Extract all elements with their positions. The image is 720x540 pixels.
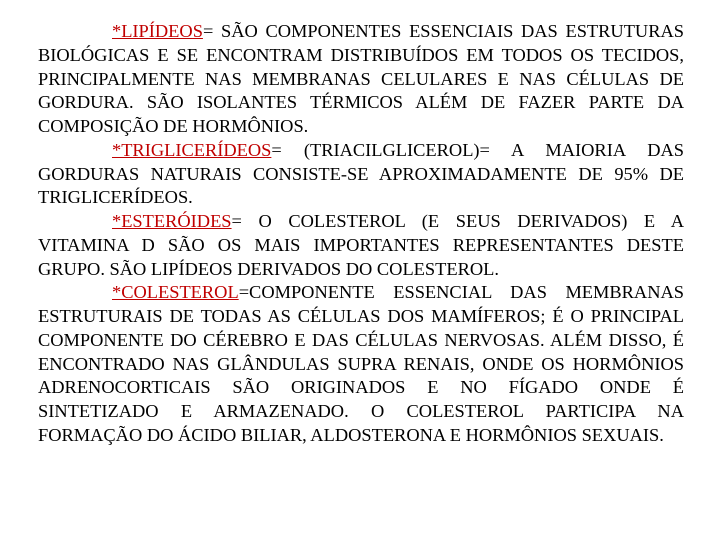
- paragraph-esteroides: [38, 210, 684, 281]
- term-triglicerideos: *TRIGLICERÍDEOS: [112, 139, 272, 160]
- term-colesterol: *COLESTEROL: [112, 282, 239, 303]
- paragraph-lipideos: [38, 20, 684, 139]
- term-lipideos: *LIPÍDEOS: [112, 21, 203, 41]
- definition-esteroides: = O COLESTEROL (E SEUS DERIVADOS) E A VITAMINA D SÃO OS MAIS IMPORTANTES REPRESENTANTES DESTE GRUPO. SÃO LIPÍDEOS DERIVADOS DO COLESTEROL.: [38, 211, 684, 279]
- definition-lipideos: = SÃO COMPONENTES ESSENCIAIS DAS ESTRUTURAS BIOLÓGICAS E SE ENCONTRAM DISTRIBUÍDOS EM TODOS OS TECIDOS, PRINCIPALMENTE NAS MEMBRANAS CELULARES E NAS CÉLULAS DE GORDURA. SÃO ISOLANTES TÉRMICOS ALÉM DE FAZER PARTE DA COMPOSIÇÃO DE HORMÔNIOS.: [38, 21, 684, 136]
- term-esteroides: *ESTERÓIDES: [112, 211, 232, 231]
- paragraph-triglicerideos: [38, 139, 684, 210]
- paragraph-colesterol: [38, 281, 684, 447]
- definition-colesterol: =COMPONENTE ESSENCIAL DAS MEMBRANAS ESTRUTURAIS DE TODAS AS CÉLULAS DOS MAMÍFEROS; É O PRINCIPAL COMPONENTE DO CÉREBRO E DAS CÉLULAS NERVOSAS. ALÉM DISSO, É ENCONTRADO NAS GLÂNDULAS SUPRA RENAIS, ONDE OS HORMÔNIOS ADRENOCORTICAIS SÃO ORIGINADOS E NO FÍGADO ONDE É SINTETIZADO E ARMAZENADO. O COLESTEROL PARTICIPA NA FORMAÇÃO DO ÁCIDO BILIAR, ALDOSTERONA E HORMÔNIOS SEXUAIS.: [38, 282, 684, 445]
- definition-triglicerideos: = (TRIACILGLICEROL)= A MAIORIA DAS GORDURAS NATURAIS CONSISTE-SE APROXIMADAMENTE DE 95% DE TRIGLICERÍDEOS.: [38, 139, 684, 208]
- slide-body: [38, 20, 684, 448]
